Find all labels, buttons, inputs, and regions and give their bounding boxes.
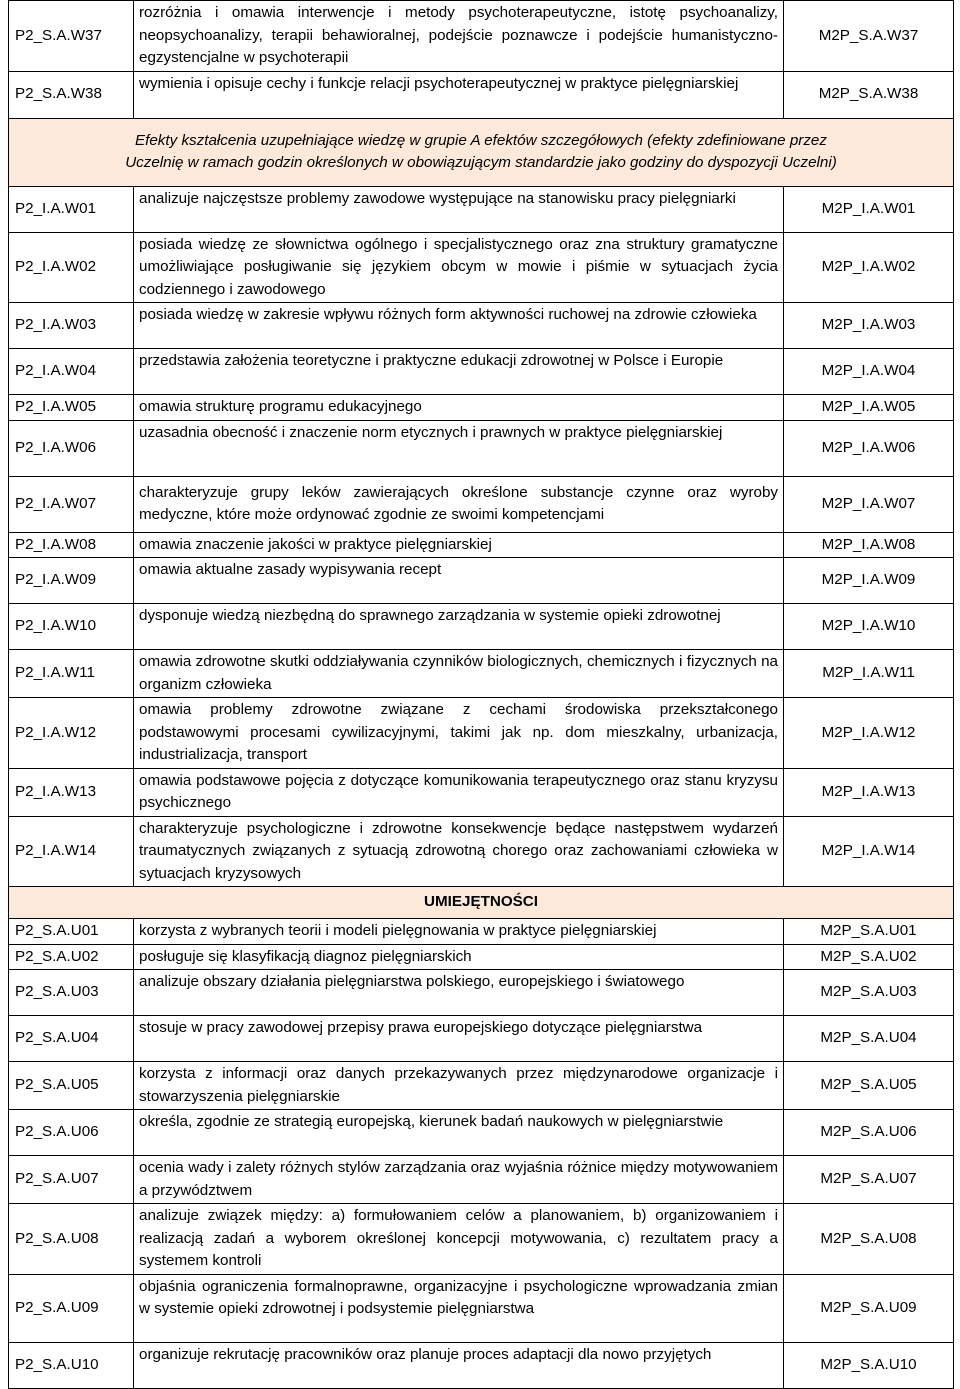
table-row [9,768,954,816]
reference-code: M2P_S.A.U10 [784,1342,954,1388]
outcome-description: objaśnia ograniczenia formalnoprawne, organizacyjne i psychologiczne wprowadzania zmian w systemie opieki zdrowotnej i podsystemie pielęgniarstwa [134,1274,784,1342]
outcome-description: analizuje związek między: a) formułowaniem celów a planowaniem, b) organizowaniem i realizacją zadań a wyborem określonej koncepcji motywowania, c) rezultatem pracy a systemem kontroli [134,1204,784,1275]
reference-code: M2P_S.A.U01 [784,919,954,945]
outcome-code: P2_I.A.W09 [9,558,134,604]
learning-outcomes-table [8,0,954,1389]
section-heading: Efekty kształcenia uzupełniające wiedzę w grupie A efektów szczegółowych (efekty zdefiniowane przez Uczelnię w ramach godzin określonych w obowiązującym standardzie jako godziny do dyspozycji Uczelni) [9,118,954,186]
table-row [9,186,954,232]
table-row [9,395,954,421]
outcome-description: charakteryzuje psychologiczne i zdrowotne konsekwencje będące następstwem wydarzeń traumatycznych związanych z sytuacją zdrowotną chorego oraz zachowaniami człowieka w sytuacjach kryzysowych [134,816,784,887]
table-row [9,650,954,698]
outcome-code: P2_I.A.W05 [9,395,134,421]
reference-code: M2P_I.A.W05 [784,395,954,421]
table-row [9,1156,954,1204]
outcome-description: ocenia wady i zalety różnych stylów zarządzania oraz wyjaśnia różnice między motywowaniem a przywództwem [134,1156,784,1204]
outcome-code: P2_I.A.W13 [9,768,134,816]
table-row [9,420,954,476]
table-row [9,1110,954,1156]
outcome-code: P2_I.A.W14 [9,816,134,887]
outcome-code: P2_S.A.U06 [9,1110,134,1156]
reference-code: M2P_S.A.U04 [784,1016,954,1062]
table-row [9,604,954,650]
reference-code: M2P_S.A.U05 [784,1062,954,1110]
outcome-code: P2_I.A.W03 [9,303,134,349]
reference-code: M2P_I.A.W01 [784,186,954,232]
outcome-code: P2_S.A.U07 [9,1156,134,1204]
reference-code: M2P_I.A.W13 [784,768,954,816]
table-row [9,1274,954,1342]
table-row [9,558,954,604]
table-row [9,532,954,558]
reference-code: M2P_S.A.U08 [784,1204,954,1275]
outcome-description: rozróżnia i omawia interwencje i metody psychoterapeutyczne, istotę psychoanalizy, neopsychoanalizy, terapii behawioralnej, podejście poznawcze i podejście humanistyczno-egzystencjalne w psychoterapii [134,1,784,72]
outcome-description: korzysta z wybranych teorii i modeli pielęgnowania w praktyce pielęgniarskiej [134,919,784,945]
reference-code: M2P_I.A.W06 [784,420,954,476]
outcome-description: określa, zgodnie ze strategią europejską, kierunek badań naukowych w pielęgniarstwie [134,1110,784,1156]
table-row [9,349,954,395]
outcome-code: P2_I.A.W11 [9,650,134,698]
table-row [9,970,954,1016]
outcome-description: omawia zdrowotne skutki oddziaływania czynników biologicznych, chemicznych i fizycznych na organizm człowieka [134,650,784,698]
outcome-description: dysponuje wiedzą niezbędną do sprawnego zarządzania w systemie opieki zdrowotnej [134,604,784,650]
outcome-code: P2_I.A.W07 [9,476,134,532]
outcome-description: posiada wiedzę w zakresie wpływu różnych form aktywności ruchowej na zdrowie człowieka [134,303,784,349]
reference-code: M2P_I.A.W08 [784,532,954,558]
table-row [9,1062,954,1110]
table-row [9,919,954,945]
table-row [9,1342,954,1388]
reference-code: M2P_I.A.W09 [784,558,954,604]
outcome-description: korzysta z informacji oraz danych przekazywanych przez międzynarodowe organizacje i stowarzyszenia pielęgniarskie [134,1062,784,1110]
outcome-code: P2_I.A.W04 [9,349,134,395]
table-row [9,1204,954,1275]
outcome-description: omawia problemy zdrowotne związane z cechami środowiska przekształconego podstawowymi procesami cywilizacyjnymi, takimi jak np. dom mieszkalny, urbanizacja, industrializacja, transport [134,698,784,769]
reference-code: M2P_S.A.U03 [784,970,954,1016]
outcome-description: analizuje najczęstsze problemy zawodowe występujące na stanowisku pracy pielęgniarki [134,186,784,232]
reference-code: M2P_I.A.W03 [784,303,954,349]
outcome-code: P2_S.A.W37 [9,1,134,72]
outcome-description: posługuje się klasyfikacją diagnoz pielęgniarskich [134,944,784,970]
table-row [9,816,954,887]
outcome-description: analizuje obszary działania pielęgniarstwa polskiego, europejskiego i światowego [134,970,784,1016]
section-heading: UMIEJĘTNOŚCI [9,887,954,919]
outcome-description: wymienia i opisuje cechy i funkcje relacji psychoterapeutycznej w praktyce pielęgniarskiej [134,71,784,118]
outcome-description: uzasadnia obecność i znaczenie norm etycznych i prawnych w praktyce pielęgniarskiej [134,420,784,476]
outcome-code: P2_S.A.U03 [9,970,134,1016]
table-row [9,944,954,970]
outcome-code: P2_I.A.W08 [9,532,134,558]
outcome-description: omawia podstawowe pojęcia z dotyczące komunikowania terapeutycznego oraz stanu kryzysu psychicznego [134,768,784,816]
outcome-code: P2_I.A.W01 [9,186,134,232]
reference-code: M2P_I.A.W02 [784,232,954,303]
reference-code: M2P_I.A.W07 [784,476,954,532]
outcome-code: P2_I.A.W06 [9,420,134,476]
outcome-code: P2_I.A.W12 [9,698,134,769]
table-row [9,1016,954,1062]
outcome-description: organizuje rekrutację pracowników oraz planuje proces adaptacji dla nowo przyjętych [134,1342,784,1388]
reference-code: M2P_I.A.W10 [784,604,954,650]
reference-code: M2P_S.A.U02 [784,944,954,970]
outcome-code: P2_S.A.U04 [9,1016,134,1062]
outcome-code: P2_S.A.U09 [9,1274,134,1342]
outcome-code: P2_I.A.W02 [9,232,134,303]
outcome-description: omawia znaczenie jakości w praktyce pielęgniarskiej [134,532,784,558]
reference-code: M2P_S.A.U09 [784,1274,954,1342]
table-row [9,476,954,532]
outcome-code: P2_S.A.U05 [9,1062,134,1110]
outcome-description: stosuje w pracy zawodowej przepisy prawa europejskiego dotyczące pielęgniarstwa [134,1016,784,1062]
reference-code: M2P_S.A.W37 [784,1,954,72]
outcome-code: P2_S.A.U10 [9,1342,134,1388]
reference-code: M2P_I.A.W12 [784,698,954,769]
section-header-row [9,118,954,186]
outcome-description: omawia strukturę programu edukacyjnego [134,395,784,421]
outcome-code: P2_S.A.W38 [9,71,134,118]
reference-code: M2P_S.A.W38 [784,71,954,118]
table-row [9,698,954,769]
outcome-code: P2_S.A.U08 [9,1204,134,1275]
reference-code: M2P_I.A.W04 [784,349,954,395]
outcome-description: przedstawia założenia teoretyczne i praktyczne edukacji zdrowotnej w Polsce i Europie [134,349,784,395]
reference-code: M2P_S.A.U06 [784,1110,954,1156]
table-row [9,71,954,118]
reference-code: M2P_I.A.W14 [784,816,954,887]
outcome-description: charakteryzuje grupy leków zawierających określone substancje czynne oraz wyroby medyczne, które może ordynować zgodnie ze swoimi kompetencjami [134,476,784,532]
reference-code: M2P_S.A.U07 [784,1156,954,1204]
outcome-code: P2_I.A.W10 [9,604,134,650]
section-header-row [9,887,954,919]
table-row [9,1,954,72]
reference-code: M2P_I.A.W11 [784,650,954,698]
outcome-description: omawia aktualne zasady wypisywania recept [134,558,784,604]
outcome-description: posiada wiedzę ze słownictwa ogólnego i specjalistycznego oraz zna struktury gramatyczne umożliwiające posługiwanie się językiem obcym w mowie i piśmie w sytuacjach życia codziennego i zawodowego [134,232,784,303]
table-row [9,232,954,303]
outcome-code: P2_S.A.U01 [9,919,134,945]
table-row [9,303,954,349]
outcome-code: P2_S.A.U02 [9,944,134,970]
